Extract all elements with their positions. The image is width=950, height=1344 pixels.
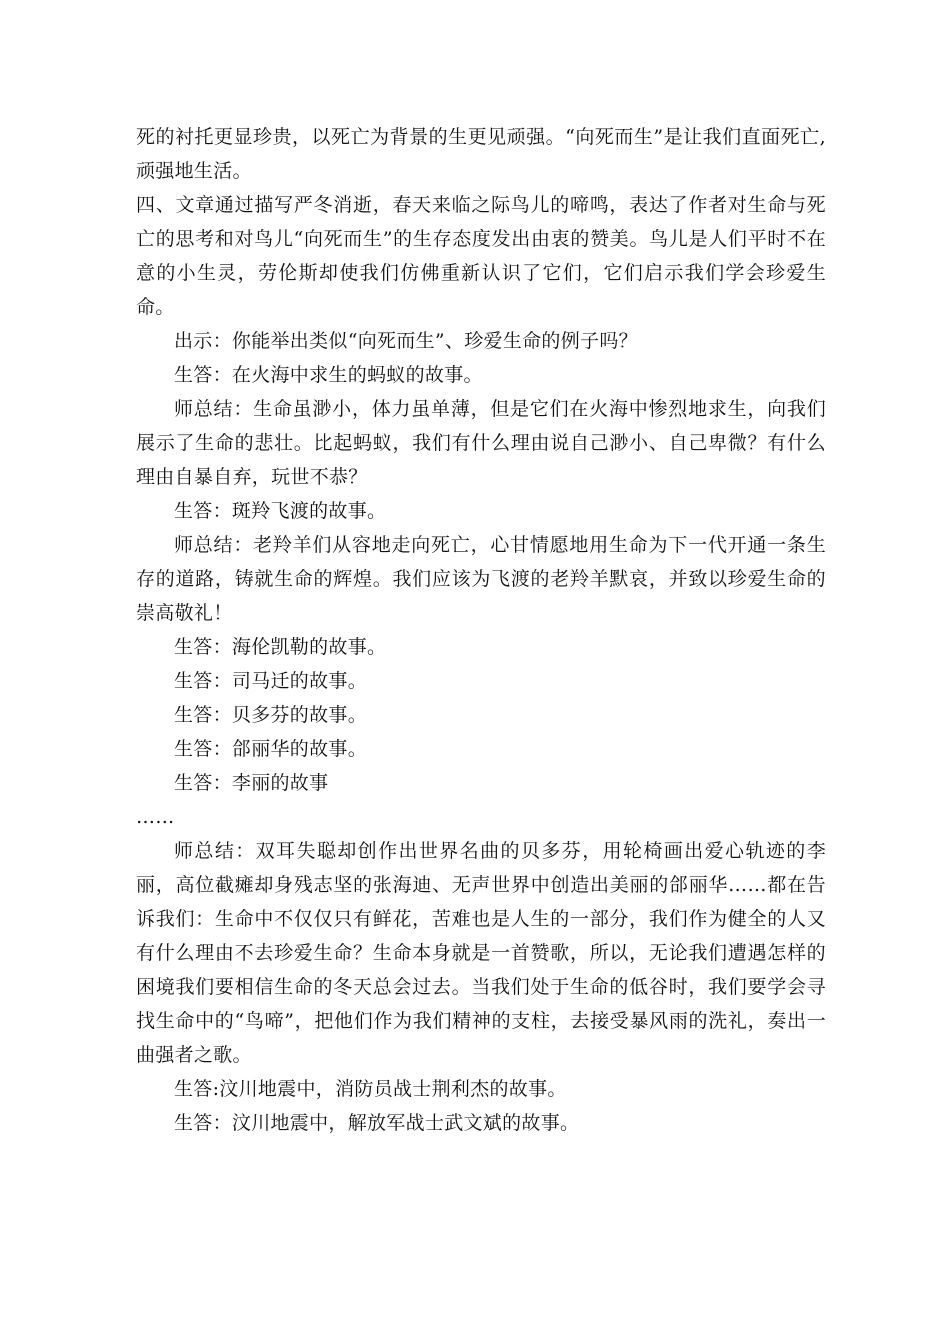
paragraph-prompt: 出示：你能举出类似“向死而生”、珍爱生命的例子吗？ bbox=[174, 330, 638, 352]
paragraph-student-answer: 生答：汶川地震中，解放军战士武文斌的故事。 bbox=[174, 1112, 580, 1134]
paragraph-teacher-summary: 师总结：双耳失聪却创作出世界名曲的贝多芬，用轮椅画出爱心轨迹的李丽，高位截瘫却身残志坚的张海迪、无声世界中创造出美丽的郃丽华……都在告诉我们：生命中不仅仅只有鲜花，苦难也是人生的一部分，我们作为健全的人又有什么理由不去珍爱生命？生命本身就是一首赞歌，所以，无论我们遭遇怎样的困境我们要相信生命的冬天总会过去。当我们处于生命的低谷时，我们要学会寻找生命中的“鸟啼”，把他们作为我们精神的支柱，去接受暴风雨的洗礼，奏出一曲强者之歌。 bbox=[136, 840, 826, 1066]
paragraph-student-answer: 生答:汶川地震中，消防员战士荆利杰的故事。 bbox=[174, 1078, 567, 1100]
paragraph-student-answer: 生答：贝多芬的故事。 bbox=[174, 704, 368, 726]
paragraph-section-four: 四、文章通过描写严冬消逝，春天来临之际鸟儿的啼鸣，表达了作者对生命与死亡的思考和对鸟儿“向死而生”的生存态度发出由衷的赞美。鸟儿是人们平时不在意的小生灵，劳伦斯却使我们仿佛重新认识了它们，它们启示我们学会珍爱生命。 bbox=[136, 194, 826, 318]
paragraph-student-answer: 生答：李丽的故事 bbox=[174, 772, 329, 794]
paragraph-student-answer: 生答：郃丽华的故事。 bbox=[174, 738, 368, 760]
paragraph-student-answer: 生答：斑羚飞渡的故事。 bbox=[174, 500, 387, 522]
paragraph-ellipsis: …… bbox=[136, 806, 175, 828]
document-body bbox=[136, 120, 826, 1140]
paragraph-student-answer: 生答：在火海中求生的蚂蚁的故事。 bbox=[174, 364, 483, 386]
paragraph-intro-continuation: 死的衬托更显珍贵，以死亡为背景的生更见顽强。“向死而生”是让我们直面死亡,顽强地生活。 bbox=[136, 126, 826, 182]
paragraph-teacher-summary: 师总结：老羚羊们从容地走向死亡，心甘情愿地用生命为下一代开通一条生存的道路，铸就生命的辉煌。我们应该为飞渡的老羚羊默哀，并致以珍爱生命的崇高敬礼！ bbox=[136, 534, 826, 624]
paragraph-teacher-summary: 师总结：生命虽渺小，体力虽单薄，但是它们在火海中惨烈地求生，向我们展示了生命的悲壮。比起蚂蚁，我们有什么理由说自己渺小、自己卑微？有什么理由自暴自弃，玩世不恭？ bbox=[136, 398, 826, 488]
paragraph-student-answer: 生答：司马迁的故事。 bbox=[174, 670, 368, 692]
paragraph-student-answer: 生答：海伦凯勒的故事。 bbox=[174, 636, 387, 658]
